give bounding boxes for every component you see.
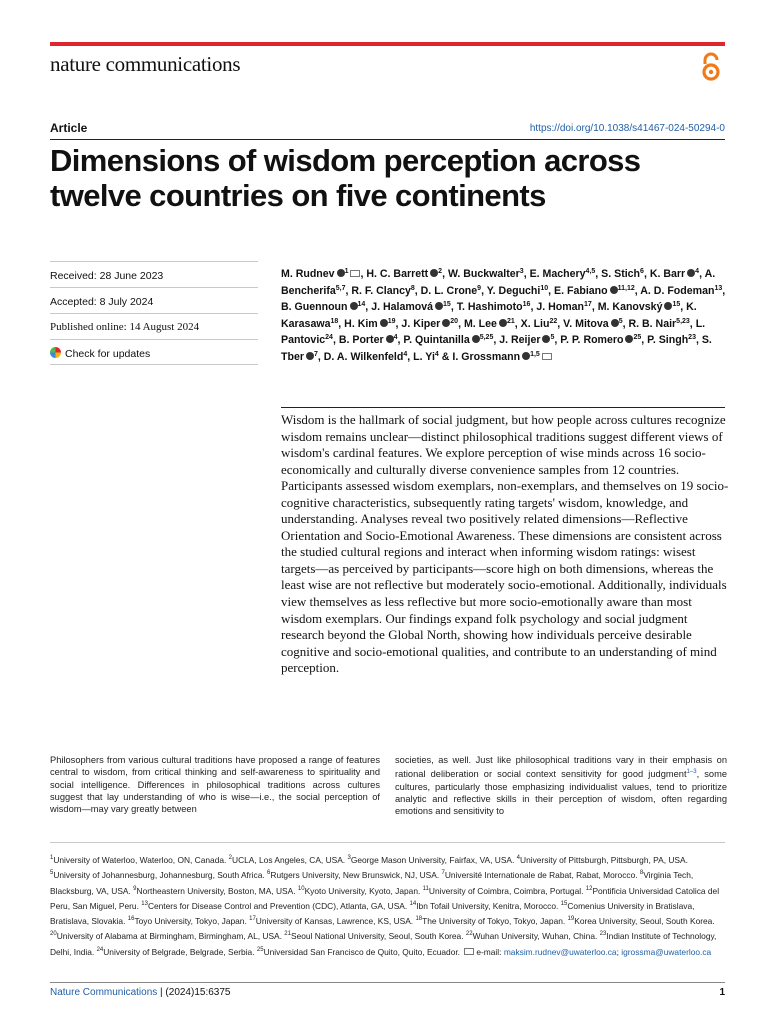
author-name[interactable]: D. A. Wilkenfeld xyxy=(323,350,404,363)
author-name[interactable]: K. Barr xyxy=(649,268,686,280)
author-affiliation-number: 5,25 xyxy=(479,334,494,342)
author-name[interactable]: J. Reijer xyxy=(499,334,541,347)
affiliation-number: 4 xyxy=(516,855,521,861)
author-name[interactable]: J. Homan xyxy=(536,301,585,314)
affiliation-text: University of Kansas, Lawrence, KS, USA. xyxy=(255,915,416,926)
article-title: Dimensions of wisdom perception across twelve countries on five continents xyxy=(50,143,641,213)
meta-divider xyxy=(50,261,258,262)
footer-volume: (2024)15:6375 xyxy=(165,987,231,998)
author-name[interactable]: D. L. Crone xyxy=(420,284,478,297)
affiliation-text: University of Pittsburgh, Pittsburgh, PA, USA. xyxy=(520,854,688,865)
author-affiliation-number: 4 xyxy=(393,334,398,342)
author-affiliation-number: 5,7 xyxy=(335,284,346,292)
abstract: Wisdom is the hallmark of social judgment, but how people across cultures recognize wisdom remains unclear—distinct philosophical traditions suggest different views of wisdom's cardinal features. We explore perception of wise minds across 16 socio-economically and culturally diverse convenience samples from 12 countries. Participants assessed wisdom exemplars, non-exemplars, and themselves on 19 socio-cognitive characteristics, subsequently rating targets' wisdom, knowledge, and understanding. Analyses reveal two positively related dimensions—Reflective Orientation and Socio-Emotional Awareness. These dimensions are consistent across the studied cultural regions and interact when informing wisdom ratings: wisest targets—as perceived by participants—score high on both dimensions, whereas the least wise are not reflective but moderately socio-emotional. Additionally, individuals view themselves as less reflective but more socio-emotionally aware than most wisdom exemplars. Our findings expand folk psychology and social judgment research beyond the Global North, showing how individuals perceive desirable cognitive and socio-emotional qualities, and contribute to an understanding of mind perception. xyxy=(281,412,729,676)
author-affiliation-number: 4 xyxy=(434,350,439,358)
footer-citation xyxy=(50,987,230,998)
affiliation-number: 11 xyxy=(422,885,429,892)
affiliation-number: 9 xyxy=(133,885,137,892)
author-affiliation-number: 4 xyxy=(403,350,408,358)
article-type-label: Article xyxy=(50,121,88,135)
body-text: , some cultures, particularly those emphasizing individualist values, tend to prioritize analytic and reflective skills in their perception of wisdom, often regarding emotions and sensitivity to xyxy=(395,769,727,817)
author-affiliation-number: 25 xyxy=(633,334,642,342)
author-affiliation-number: 7 xyxy=(313,350,318,358)
author-affiliation-number: 11,12 xyxy=(617,284,635,292)
header-rule xyxy=(50,42,725,46)
meta-divider xyxy=(50,364,258,365)
author-affiliation-number: 16 xyxy=(522,301,531,309)
author-name[interactable]: A. Bencherifa xyxy=(281,268,716,297)
orcid-icon[interactable] xyxy=(380,319,388,327)
affiliation-number: 21 xyxy=(284,931,291,938)
meta-divider xyxy=(50,287,258,288)
author-name[interactable]: S. Tber xyxy=(281,334,712,363)
affiliation-number: 15 xyxy=(560,900,568,907)
author-name[interactable]: P. Singh xyxy=(647,334,689,347)
author-name[interactable]: M. Rudnev xyxy=(281,268,335,280)
affiliation-number: 1 xyxy=(50,855,54,861)
affiliation-number: 14 xyxy=(409,900,417,907)
orcid-icon[interactable] xyxy=(472,335,480,343)
abstract-rule xyxy=(281,407,725,408)
email-link[interactable]: igrossma@uwaterloo.ca xyxy=(621,946,712,957)
published-date: Published online: 14 August 2024 xyxy=(50,321,200,333)
affiliation-text: University of Coimbra, Coimbra, Portugal. xyxy=(428,885,586,896)
doi-link[interactable]: https://doi.org/10.1038/s41467-024-50294-0 xyxy=(529,123,725,134)
affiliation-number: 7 xyxy=(441,870,445,877)
author-affiliation-number: 5,23 xyxy=(676,317,690,325)
affiliation-text: Universidad San Francisco de Quito, Quito, Ecuador. xyxy=(263,946,463,957)
author-affiliation-number: 18 xyxy=(330,317,339,325)
author-name[interactable]: H. Kim xyxy=(344,317,378,330)
affiliation-text: Indian Institute of Technology, Delhi, India. xyxy=(50,931,717,957)
author-affiliation-number: 20 xyxy=(450,317,459,325)
open-access-icon[interactable] xyxy=(700,52,722,82)
page-number: 1 xyxy=(719,987,725,998)
author-affiliation-number: 9 xyxy=(477,284,482,292)
orcid-icon[interactable] xyxy=(350,302,358,310)
author-name[interactable]: V. Mitova xyxy=(563,317,609,330)
affiliation-number: 5 xyxy=(50,870,54,877)
affiliation-number: 25 xyxy=(256,946,264,953)
affiliation-text: Korea University, Seoul, South Korea. xyxy=(574,915,715,926)
affiliation-text: George Mason University, Fairfax, VA, USA. xyxy=(350,854,517,865)
affiliation-text: Ibn Tofail University, Kenitra, Morocco. xyxy=(416,900,561,911)
author-affiliation-number: 2 xyxy=(438,268,443,275)
affiliation-text: University of Alabama at Birmingham, Birmingham, AL, USA. xyxy=(56,931,285,942)
author-list: M. Rudnev $^1$ , H. C. Barrett $^2$, W. Buckwalter$^3$, E. Machery$^{4,5}$, S. Stich$^6$, K. Barr $^4$, A. Bencherifa$^{5,7}$, R. F. Clancy$^8$, D. L. Crone$^9$, Y. Deguchi$^{10}$, E. Fabiano $^{11,12}$, A. D. Fodeman$^{13}$, B. Guennoun $^{14}$, J. Halamová $^{15}$, T. Hashimoto$^{16}$, J. Homan$^{17}$, M. Kanovský $^{15}$, K. Karasawa$^{18}$, H. Kim $^{19}$, J. Kiper $^{20}$, M. Lee $^{21}$, X. Liu$^{22}$, V. Mitova $^5$, R. B. Nair$^{5,23}$, L. Pantovic$^{24}$, B. Porter $^4$, P. Quintanilla $^{5,25}$, J. Reijer $^5$, P. P. Romero $^{25}$, P. Singh$^{23}$, S. Tber $^7$, D. A. Wilkenfeld$^4$, L. Yi$^4$ & I. Grossmann $^{1,5}$ xyxy=(281,268,726,363)
author-name[interactable]: S. Stich xyxy=(601,268,641,280)
affiliation-text: Wuhan University, Wuhan, China. xyxy=(472,931,600,942)
author-name[interactable]: X. Liu xyxy=(520,317,550,330)
affiliations-rule xyxy=(50,842,725,843)
author-name[interactable]: E. Machery xyxy=(529,268,586,280)
affiliation-text: Comenius University in Bratislava, Bratislava, Slovakia. xyxy=(50,900,695,926)
orcid-icon[interactable] xyxy=(430,269,438,277)
journal-name[interactable]: nature communications xyxy=(50,52,241,76)
check-updates-label: Check for updates xyxy=(65,348,151,360)
affiliation-number: 16 xyxy=(127,916,135,923)
author-name[interactable]: I. Grossmann xyxy=(452,350,521,363)
author-name[interactable]: R. B. Nair xyxy=(628,317,677,330)
affiliation-number: 22 xyxy=(465,931,473,938)
author-affiliation-number: 14 xyxy=(357,301,366,309)
affiliation-text: Virginia Tech, Blacksburg, VA, USA. xyxy=(50,870,694,896)
orcid-icon[interactable] xyxy=(522,352,530,360)
author-affiliation-number: 5 xyxy=(550,334,555,342)
author-name[interactable]: B. Guennoun xyxy=(281,301,348,314)
affiliation-text: Toyo University, Tokyo, Japan. xyxy=(134,915,250,926)
author-affiliation-number: 19 xyxy=(387,317,396,325)
author-affiliation-number: 4,5 xyxy=(585,268,596,275)
orcid-icon[interactable] xyxy=(435,302,443,310)
author-name[interactable]: W. Buckwalter xyxy=(447,268,520,280)
affiliation-text: Seoul National University, Seoul, South Korea. xyxy=(290,931,466,942)
author-affiliation-number: 23 xyxy=(688,334,696,342)
affiliation-number: 2 xyxy=(228,855,233,861)
author-affiliation-number: 24 xyxy=(325,334,333,342)
email-label: e-mail: xyxy=(476,946,504,957)
reference-link[interactable]: 1–3 xyxy=(686,769,697,776)
author-name[interactable]: M. Lee xyxy=(463,317,497,330)
affiliation-text: Université Internationale de Rabat, Rabat, Morocco. xyxy=(444,870,640,881)
accepted-date: Accepted: 8 July 2024 xyxy=(50,296,154,308)
affiliation-number: 13 xyxy=(141,900,148,907)
email-icon[interactable] xyxy=(542,353,552,360)
orcid-icon[interactable] xyxy=(611,319,619,327)
affiliation-text: The University of Tokyo, Tokyo, Japan. xyxy=(422,915,568,926)
orcid-icon[interactable] xyxy=(499,319,507,327)
author-affiliation-number: 22 xyxy=(549,317,558,325)
meta-divider xyxy=(50,339,258,340)
author-name[interactable]: M. Kanovský xyxy=(597,301,663,314)
author-name[interactable]: Y. Deguchi xyxy=(486,284,541,297)
affiliation-text: Rutgers University, New Brunswick, NJ, USA. xyxy=(270,870,442,881)
title-rule xyxy=(50,139,725,140)
author-name[interactable]: H. C. Barrett xyxy=(366,268,429,280)
author-name[interactable]: L. Pantovic xyxy=(281,317,706,347)
orcid-icon[interactable] xyxy=(306,352,314,360)
author-affiliation-number: 6 xyxy=(640,268,644,275)
author-affiliation-number: 15 xyxy=(672,301,681,309)
affiliation-number: 12 xyxy=(585,885,593,892)
body-column-1: Philosophers from various cultural traditions have proposed a range of features central to wisdom, from critical thinking and self-awareness to spirituality and social intelligence. Differences in philosophical traditions across cultures suggest that lay understanding of who is wise—i.e., the social perception of wisdom—may vary greatly between xyxy=(50,755,380,815)
affiliation-number: 20 xyxy=(50,931,57,938)
author-name[interactable]: R. F. Clancy xyxy=(351,284,411,297)
author-affiliation-number: 17 xyxy=(584,301,592,309)
orcid-icon[interactable] xyxy=(687,269,695,277)
orcid-icon[interactable] xyxy=(386,335,394,343)
author-affiliation-number: 21 xyxy=(506,317,515,325)
footer-separator: | xyxy=(157,987,166,998)
affiliation-number: 17 xyxy=(249,916,256,923)
footer-journal-link[interactable]: Nature Communications xyxy=(50,987,158,998)
check-updates-icon xyxy=(50,347,61,358)
affiliation-text: University of Belgrade, Belgrade, Serbia. xyxy=(103,946,257,957)
orcid-icon[interactable] xyxy=(610,286,618,294)
received-date: Received: 28 June 2023 xyxy=(50,270,164,282)
author-name[interactable]: P. Quintanilla xyxy=(403,334,470,347)
email-link[interactable]: maksim.rudnev@uwaterloo.ca xyxy=(503,946,617,957)
author-name[interactable]: E. Fabiano xyxy=(554,284,608,297)
author-name[interactable]: A. D. Fodeman xyxy=(640,284,715,297)
email-icon xyxy=(464,948,474,955)
affiliation-number: 8 xyxy=(639,870,644,877)
author-name[interactable]: J. Kiper xyxy=(401,317,441,330)
affiliation-text: UCLA, Los Angeles, CA, USA. xyxy=(232,854,348,865)
affiliation-text: Kyoto University, Kyoto, Japan. xyxy=(304,885,423,896)
email-icon[interactable] xyxy=(350,270,360,277)
author-name[interactable]: L. Yi xyxy=(413,350,435,363)
affiliation-text: University of Johannesburg, Johannesburg, South Africa. xyxy=(53,870,268,881)
author-name[interactable]: K. Karasawa xyxy=(281,301,697,330)
affiliation-number: 10 xyxy=(297,885,305,892)
author-affiliation-number: 4 xyxy=(695,268,700,275)
footer-rule xyxy=(50,982,725,983)
affiliation-text: Northeastern University, Boston, MA, USA. xyxy=(136,885,298,896)
meta-divider xyxy=(50,313,258,314)
author-affiliation-number: 13 xyxy=(714,284,723,292)
author-name[interactable]: T. Hashimoto xyxy=(456,301,523,314)
author-affiliation-number: 3 xyxy=(519,268,524,275)
affiliation-number: 3 xyxy=(347,855,351,861)
affiliation-number: 23 xyxy=(599,931,607,938)
affiliation-number: 24 xyxy=(96,946,104,953)
author-affiliation-number: 1 xyxy=(344,268,349,275)
author-name[interactable]: B. Porter xyxy=(338,334,384,347)
body-column-2 xyxy=(395,754,727,818)
author-affiliation-number: 8 xyxy=(410,284,415,292)
author-name[interactable]: J. Halamová xyxy=(371,301,434,314)
orcid-icon[interactable] xyxy=(337,269,345,277)
affiliation-number: 19 xyxy=(567,916,575,923)
check-updates-button[interactable] xyxy=(50,347,258,360)
author-affiliation-number: 1,5 xyxy=(530,350,540,358)
body-text: societies, as well. Just like philosophical traditions vary in their emphasis on rational deliberation or social context sensitivity for good judgment xyxy=(395,755,727,780)
affiliations xyxy=(50,852,728,959)
author-affiliation-number: 5 xyxy=(618,317,623,325)
email-separator: ; xyxy=(616,946,622,957)
author-affiliation-number: 10 xyxy=(540,284,549,292)
affiliation-number: 18 xyxy=(415,916,423,923)
affiliation-text: Centers for Disease Control and Prevention (CDC), Atlanta, GA, USA. xyxy=(147,900,410,911)
author-name[interactable]: P. P. Romero xyxy=(560,334,624,347)
affiliation-text: Pontificia Universidad Catolica del Peru, San Miguel, Peru. xyxy=(50,885,720,911)
affiliation-text: University of Waterloo, Waterloo, ON, Canada. xyxy=(53,854,229,865)
affiliation-number: 6 xyxy=(267,870,271,877)
author-affiliation-number: 15 xyxy=(443,301,451,309)
